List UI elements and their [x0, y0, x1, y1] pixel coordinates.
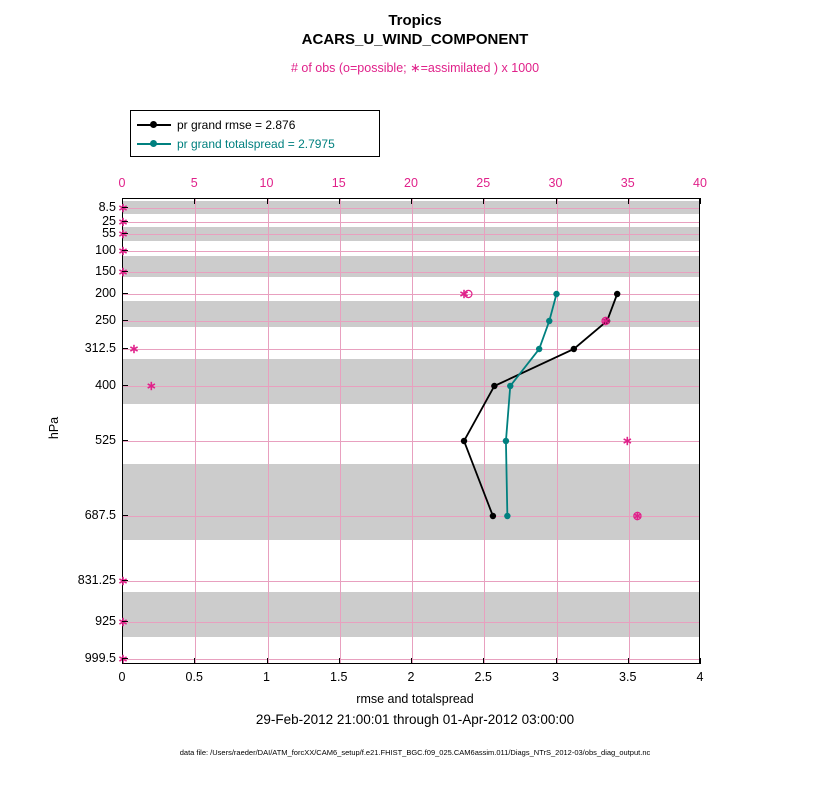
y-axis-tick-label: 100 — [95, 243, 116, 257]
series-marker — [614, 291, 620, 297]
series-marker — [490, 513, 496, 519]
obs-assimilated-marker — [119, 618, 126, 626]
obs-possible-marker — [465, 290, 472, 297]
obs-assimilated-marker — [119, 204, 126, 212]
x-axis-tick-label: 0 — [118, 670, 126, 684]
legend-swatch-totalspread — [137, 138, 171, 150]
chart-subtitle: ACARS_U_WIND_COMPONENT — [301, 31, 529, 48]
x-axis-tick — [194, 658, 195, 664]
x-axis-tick-label: 1.5 — [330, 670, 348, 684]
top-axis-tick-label: 30 — [548, 176, 563, 190]
legend-label-rmse: pr grand rmse = 2.876 — [177, 117, 296, 132]
top-axis-tick — [628, 198, 629, 204]
plot-area — [122, 198, 700, 664]
obs-assimilated-marker — [624, 437, 631, 445]
y-axis-tick-label: 25 — [102, 214, 116, 228]
top-axis-tick — [411, 198, 412, 204]
y-axis-tick-label: 687.5 — [84, 508, 116, 522]
x-axis-tick — [556, 658, 557, 664]
chart-legend — [130, 110, 380, 157]
y-axis-tick-label: 200 — [95, 286, 116, 300]
y-axis-tick — [122, 621, 128, 622]
y-axis-tick — [122, 221, 128, 222]
y-axis-tick — [122, 293, 128, 294]
top-axis-tick — [339, 198, 340, 204]
y-axis-tick-label: 150 — [95, 264, 116, 278]
y-axis-tick — [122, 271, 128, 272]
y-axis-tick — [122, 233, 128, 234]
top-axis-tick — [483, 198, 484, 204]
series-line — [506, 294, 557, 516]
series-marker — [491, 383, 497, 389]
y-axis-title: hPa — [47, 416, 61, 440]
top-axis-tick — [700, 198, 701, 204]
x-axis-tick-label: 4 — [696, 670, 704, 684]
x-axis-tick — [483, 658, 484, 664]
legend-item-totalspread — [137, 134, 373, 153]
legend-swatch-rmse — [137, 119, 171, 131]
obs-assimilated-marker — [119, 655, 126, 663]
x-axis-title: rmse and totalspread — [356, 692, 474, 706]
x-axis-tick — [267, 658, 268, 664]
y-axis-tick-label: 312.5 — [84, 341, 116, 355]
series-layer — [123, 199, 701, 665]
x-axis-tick — [339, 658, 340, 664]
series-marker — [503, 438, 509, 444]
x-axis-tick-label: 3.5 — [619, 670, 637, 684]
y-axis-tick-label: 525 — [95, 433, 116, 447]
x-axis-tick-label: 3 — [552, 670, 559, 684]
series-marker — [461, 438, 467, 444]
obs-assimilated-marker — [119, 268, 126, 276]
y-axis-tick-label: 400 — [95, 378, 116, 392]
top-axis-title: # of obs (o=possible; ∗=assimilated ) x 1000 — [290, 61, 540, 75]
top-axis-tick — [194, 198, 195, 204]
obs-assimilated-marker — [119, 247, 126, 255]
y-axis-tick — [122, 320, 128, 321]
x-axis-tick-label: 2.5 — [474, 670, 492, 684]
y-axis-tick-label: 999.5 — [84, 651, 116, 665]
legend-item-rmse — [137, 115, 373, 134]
x-axis-tick-label: 2 — [407, 670, 415, 684]
top-axis-tick-label: 15 — [331, 176, 346, 190]
y-axis-tick-label: 8.5 — [98, 200, 116, 214]
x-axis-tick — [122, 658, 123, 664]
data-file-caption: data file: /Users/raeder/DAI/ATM_forcXX/CAM6_setup/f.e21.FHIST_BGC.f09_025.CAM6assim.011/Diags_NTrS_2012-03/obs_diag_output.nc — [179, 748, 651, 757]
y-axis-tick — [122, 515, 128, 516]
series-marker — [553, 291, 559, 297]
legend-label-totalspread: pr grand totalspread = 2.7975 — [177, 136, 335, 151]
top-axis-tick-label: 25 — [476, 176, 491, 190]
top-axis-tick-label: 10 — [259, 176, 274, 190]
y-axis-tick — [122, 348, 128, 349]
series-marker — [504, 513, 510, 519]
chart-title-block — [0, 12, 830, 50]
date-range-caption: 29-Feb-2012 21:00:01 through 01-Apr-2012 03:00:00 — [255, 712, 575, 727]
y-axis-tick — [122, 658, 128, 659]
obs-assimilated-marker — [119, 230, 126, 238]
x-axis-tick-label: 1 — [263, 670, 270, 684]
series-marker — [571, 346, 577, 352]
obs-assimilated-marker — [148, 382, 155, 390]
y-axis-tick-label: 55 — [102, 226, 116, 240]
y-axis-tick — [122, 250, 128, 251]
obs-assimilated-marker — [119, 577, 126, 585]
y-axis-tick-label: 250 — [95, 313, 116, 327]
x-axis-tick — [628, 658, 629, 664]
x-axis-tick — [700, 658, 701, 664]
top-axis-tick-label: 40 — [693, 176, 707, 190]
series-marker — [507, 383, 513, 389]
top-axis-tick-label: 0 — [118, 176, 126, 190]
series-line — [464, 294, 617, 516]
y-axis-tick-label: 831.25 — [77, 573, 116, 587]
y-axis-tick — [122, 385, 128, 386]
page-title: Tropics — [388, 12, 442, 29]
y-axis-tick-label: 925 — [95, 614, 116, 628]
top-axis-tick-label: 20 — [404, 176, 418, 190]
series-marker — [536, 346, 542, 352]
x-axis-tick — [411, 658, 412, 664]
top-axis-tick — [122, 198, 123, 204]
y-axis-tick — [122, 580, 128, 581]
obs-assimilated-marker — [119, 218, 126, 226]
series-marker — [546, 318, 552, 324]
top-axis-tick-label: 35 — [620, 176, 635, 190]
y-axis-tick — [122, 207, 128, 208]
top-axis-tick — [267, 198, 268, 204]
top-axis-tick — [556, 198, 557, 204]
x-axis-tick-label: 0.5 — [185, 670, 203, 684]
obs-assimilated-marker — [130, 345, 137, 353]
y-axis-tick — [122, 440, 128, 441]
top-axis-tick-label: 5 — [190, 176, 198, 190]
